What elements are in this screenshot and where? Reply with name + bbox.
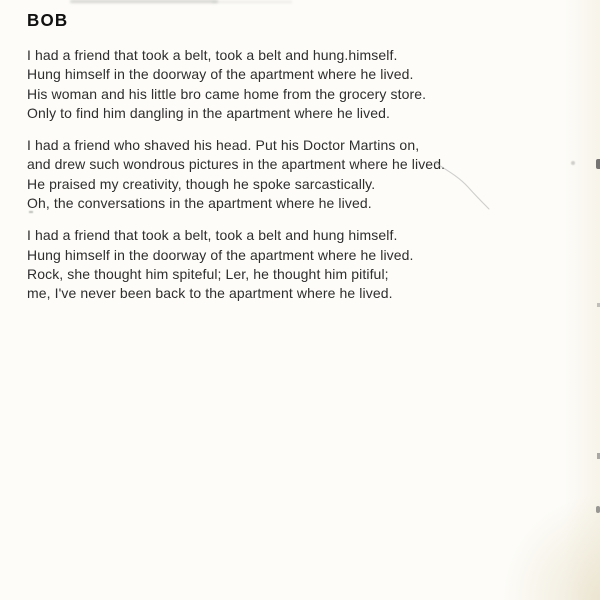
poem-line: Hung himself in the doorway of the apartment where he lived. [27, 66, 414, 83]
stanza-3 [27, 226, 567, 303]
poem-line: me, I've never been back to the apartment where he lived. [27, 285, 393, 302]
poem-line: I had a friend who shaved his head. Put his Doctor Martins on, [27, 137, 420, 154]
edge-speck [571, 161, 575, 165]
poem-line: He praised my creativity, though he spoke sarcastically. [27, 175, 376, 192]
edge-speck [596, 506, 600, 513]
poem-line: Rock, she thought him spiteful; Ler, he thought him pitiful; [27, 265, 389, 282]
poem-line: I had a friend that took a belt, took a belt and hung himself. [27, 227, 398, 244]
poem-line: Only to find him dangling in the apartment where he lived. [27, 104, 391, 121]
poem-line: His woman and his little bro came home from the grocery store. [27, 85, 427, 102]
scan-smudge-top [70, 0, 218, 3]
page-title: BOB [27, 10, 69, 31]
stanza-1 [27, 46, 567, 123]
poem-line: and drew such wondrous pictures in the apartment where he lived. [27, 156, 446, 173]
poem-line: Oh, the conversations in the apartment where he lived. [27, 195, 372, 212]
poem [27, 46, 567, 317]
stanza-2 [27, 136, 567, 213]
poem-line: I had a friend that took a belt, took a belt and hung.himself. [27, 47, 398, 63]
scan-smudge-top-faint [212, 1, 292, 3]
poem-line: Hung himself in the doorway of the apartment where he lived. [27, 246, 414, 263]
edge-speck [596, 159, 600, 169]
